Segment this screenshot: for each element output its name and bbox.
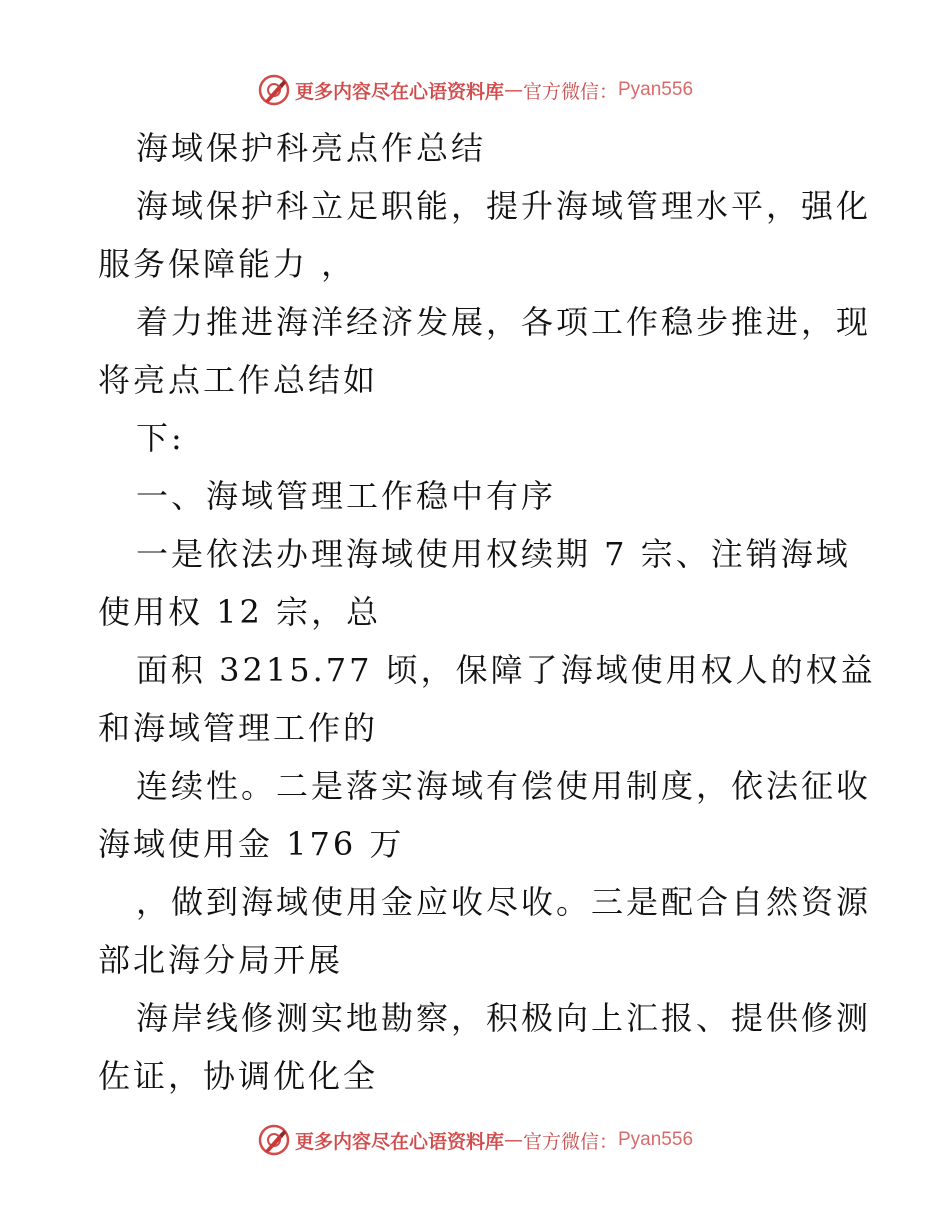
watermark-main-text: 更多内容尽在心语资料库 bbox=[294, 80, 504, 103]
paragraph-line: 将亮点工作总结如 bbox=[98, 361, 379, 399]
watermark-main-text: 更多内容尽在心语资料库 bbox=[294, 1130, 504, 1153]
watermark-separator: — bbox=[503, 1129, 523, 1151]
section-heading: 一、海域管理工作稳中有序 bbox=[136, 477, 557, 515]
paragraph-line: 连续性。二是落实海域有偿使用制度，依法征收 bbox=[136, 767, 872, 805]
paragraph-line: 海域使用金 176 万 bbox=[98, 825, 405, 863]
paragraph-line: 服务保障能力 ， bbox=[98, 245, 357, 283]
paragraph-line: 下: bbox=[136, 419, 185, 457]
watermark-wechat-id: Pyan556 bbox=[618, 79, 694, 100]
paragraph-line: 使用权 12 宗，总 bbox=[98, 593, 382, 631]
watermark-wechat-label: 官方微信： bbox=[522, 80, 618, 103]
paragraph-line: 海域保护科立足职能，提升海域管理水平，强化 bbox=[136, 187, 872, 225]
paragraph-line: 海岸线修测实地勘察，积极向上汇报、提供修测 bbox=[136, 999, 872, 1037]
paragraph-line: 佐证，协调优化全 bbox=[98, 1057, 379, 1095]
paragraph-line: 和海域管理工作的 bbox=[98, 709, 379, 747]
watermark-wechat-label: 官方微信： bbox=[522, 1130, 618, 1153]
paragraph-line: ，做到海域使用金应收尽收。三是配合自然资源 bbox=[136, 883, 872, 921]
paragraph-line: 部北海分局开展 bbox=[98, 941, 344, 979]
watermark-separator: — bbox=[503, 79, 523, 101]
document-title: 海域保护科亮点作总结 bbox=[136, 129, 487, 167]
watermark-wechat-id: Pyan556 bbox=[618, 1129, 694, 1150]
paragraph-line: 面积 3215.77 顷，保障了海域使用权人的权益 bbox=[136, 651, 876, 689]
paragraph-line: 着力推进海洋经济发展，各项工作稳步推进，现 bbox=[136, 303, 872, 341]
pen-logo-icon bbox=[257, 1123, 291, 1157]
watermark-banner-bottom bbox=[0, 1120, 950, 1160]
paragraph-line: 一是依法办理海域使用权续期 7 宗、注销海域 bbox=[136, 535, 851, 573]
